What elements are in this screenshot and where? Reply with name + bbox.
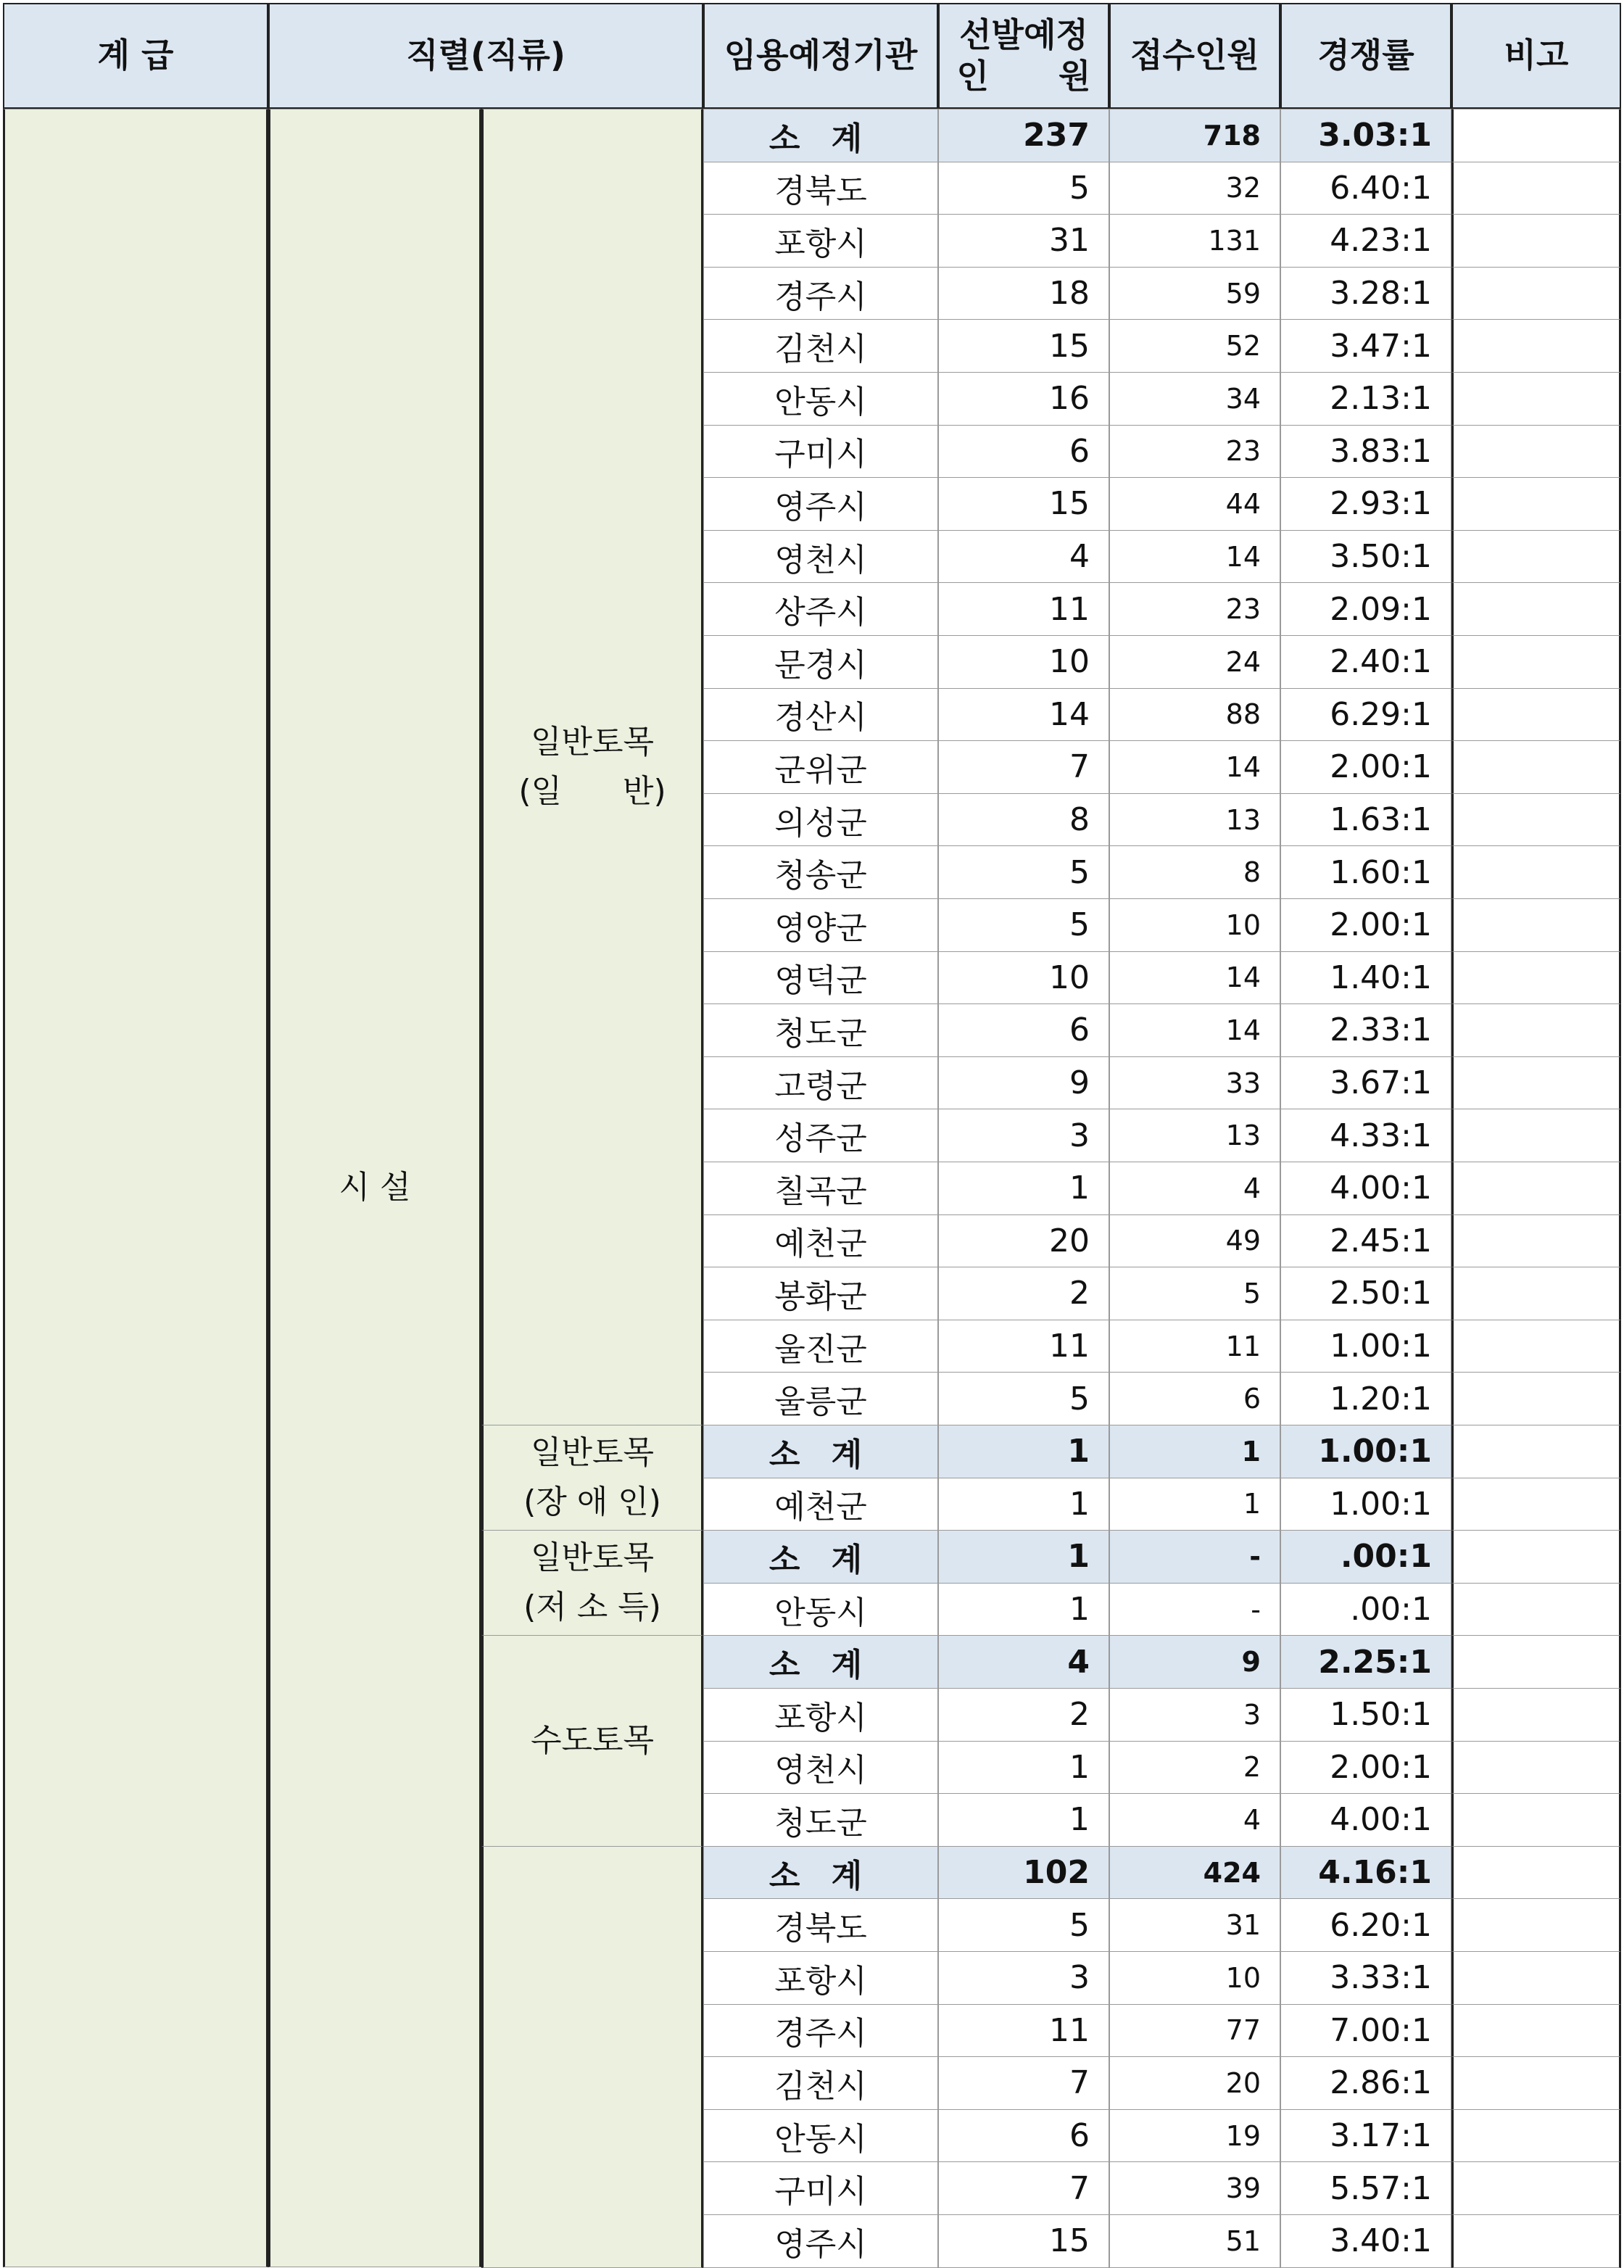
applicants-cell: 4: [1109, 1793, 1280, 1847]
header-note: 비고: [1451, 3, 1621, 109]
ratio-cell: 2.09:1: [1280, 582, 1451, 636]
ratio-cell: 2.33:1: [1280, 1003, 1451, 1057]
series-group-label: [481, 1846, 703, 2268]
planned-cell: 2: [938, 1267, 1109, 1320]
agency-cell: 경주시: [703, 267, 938, 320]
applicants-cell: 23: [1109, 582, 1280, 636]
agency-cell: 청도군: [703, 1003, 938, 1057]
note-cell: [1451, 425, 1621, 479]
applicants-cell: 51: [1109, 2214, 1280, 2268]
note-cell: [1451, 1898, 1621, 1952]
planned-cell: 15: [938, 319, 1109, 373]
note-cell: [1451, 1741, 1621, 1795]
planned-cell: 4: [938, 530, 1109, 584]
ratio-cell: 2.86:1: [1280, 2056, 1451, 2110]
series-group-label: 일반토목 (저 소 득): [481, 1530, 703, 1636]
note-cell: [1451, 1267, 1621, 1320]
ratio-cell: .00:1: [1280, 1583, 1451, 1636]
note-cell: [1451, 1109, 1621, 1162]
agency-cell: 김천시: [703, 2056, 938, 2110]
series-group-label: 일반토목 (일 반): [481, 109, 703, 1425]
planned-cell: 3: [938, 1109, 1109, 1162]
ratio-cell: 3.40:1: [1280, 2214, 1451, 2268]
subtotal-ratio-cell: .00:1: [1280, 1530, 1451, 1584]
agency-cell: 청도군: [703, 1793, 938, 1847]
planned-cell: 6: [938, 2109, 1109, 2163]
note-cell: [1451, 2056, 1621, 2110]
subtotal-ratio-cell: 4.16:1: [1280, 1846, 1451, 1900]
planned-cell: 15: [938, 2214, 1109, 2268]
note-cell: [1451, 214, 1621, 268]
planned-cell: 9: [938, 1056, 1109, 1110]
agency-cell: 문경시: [703, 635, 938, 689]
subtotal-applicants-cell: 424: [1109, 1846, 1280, 1900]
note-cell: [1451, 1214, 1621, 1268]
agency-cell: 영주시: [703, 477, 938, 531]
note-cell: [1451, 477, 1621, 531]
agency-cell: 영양군: [703, 898, 938, 952]
agency-cell: 봉화군: [703, 1267, 938, 1320]
note-cell: [1451, 688, 1621, 742]
planned-cell: 1: [938, 1741, 1109, 1795]
note-cell: [1451, 319, 1621, 373]
agency-cell: 안동시: [703, 1583, 938, 1636]
ratio-cell: 1.40:1: [1280, 951, 1451, 1005]
note-cell: [1451, 793, 1621, 847]
note-cell: [1451, 582, 1621, 636]
planned-cell: 8: [938, 793, 1109, 847]
ratio-cell: 5.57:1: [1280, 2161, 1451, 2215]
agency-cell: 영주시: [703, 2214, 938, 2268]
note-cell: [1451, 1793, 1621, 1847]
applicants-cell: 14: [1109, 1003, 1280, 1057]
header-planned-count: 선발예정 인 원: [938, 3, 1109, 109]
agency-cell: 구미시: [703, 2161, 938, 2215]
subtotal-agency-cell: 소 계: [703, 1425, 938, 1478]
planned-cell: 10: [938, 951, 1109, 1005]
note-cell: [1451, 1688, 1621, 1742]
subtotal-planned-cell: 237: [938, 109, 1109, 162]
applicants-cell: 24: [1109, 635, 1280, 689]
applicants-cell: 52: [1109, 319, 1280, 373]
note-cell: [1451, 109, 1621, 162]
applicants-cell: 2: [1109, 1741, 1280, 1795]
ratio-cell: 2.00:1: [1280, 740, 1451, 794]
applicants-cell: 44: [1109, 477, 1280, 531]
agency-cell: 칠곡군: [703, 1162, 938, 1215]
applicants-cell: 14: [1109, 530, 1280, 584]
note-cell: [1451, 1162, 1621, 1215]
planned-cell: 10: [938, 635, 1109, 689]
ratio-cell: 2.13:1: [1280, 372, 1451, 426]
applicants-cell: 31: [1109, 1898, 1280, 1952]
applicants-cell: 32: [1109, 162, 1280, 215]
ratio-cell: 6.20:1: [1280, 1898, 1451, 1952]
applicants-cell: 34: [1109, 372, 1280, 426]
ratio-cell: 4.23:1: [1280, 214, 1451, 268]
header-competition-ratio: 경쟁률: [1280, 3, 1451, 109]
ratio-cell: 6.40:1: [1280, 162, 1451, 215]
ratio-cell: 2.93:1: [1280, 477, 1451, 531]
applicants-cell: 13: [1109, 1109, 1280, 1162]
ratio-cell: 3.67:1: [1280, 1056, 1451, 1110]
planned-cell: 16: [938, 372, 1109, 426]
planned-cell: 5: [938, 162, 1109, 215]
applicants-cell: 14: [1109, 740, 1280, 794]
note-cell: [1451, 1425, 1621, 1478]
ratio-cell: 3.28:1: [1280, 267, 1451, 320]
planned-cell: 3: [938, 1951, 1109, 2005]
subtotal-ratio-cell: 1.00:1: [1280, 1425, 1451, 1478]
agency-cell: 고령군: [703, 1056, 938, 1110]
note-cell: [1451, 372, 1621, 426]
agency-cell: 울진군: [703, 1320, 938, 1373]
ratio-cell: 1.20:1: [1280, 1372, 1451, 1425]
note-cell: [1451, 162, 1621, 215]
agency-cell: 영천시: [703, 1741, 938, 1795]
header-series: 직렬(직류): [268, 3, 703, 109]
note-cell: [1451, 1320, 1621, 1373]
ratio-cell: 1.60:1: [1280, 845, 1451, 899]
applicants-cell: 14: [1109, 951, 1280, 1005]
note-cell: [1451, 1478, 1621, 1531]
note-cell: [1451, 2214, 1621, 2268]
ratio-cell: 7.00:1: [1280, 2004, 1451, 2058]
ratio-cell: 3.33:1: [1280, 1951, 1451, 2005]
ratio-cell: 4.00:1: [1280, 1162, 1451, 1215]
applicants-cell: 8: [1109, 845, 1280, 899]
planned-cell: 18: [938, 267, 1109, 320]
planned-cell: 1: [938, 1478, 1109, 1531]
ratio-cell: 2.00:1: [1280, 1741, 1451, 1795]
subtotal-applicants-cell: -: [1109, 1530, 1280, 1584]
planned-cell: 11: [938, 1320, 1109, 1373]
agency-cell: 포항시: [703, 1951, 938, 2005]
header-agency: 임용예정기관: [703, 3, 938, 109]
applicants-cell: 88: [1109, 688, 1280, 742]
note-cell: [1451, 1056, 1621, 1110]
subtotal-applicants-cell: 1: [1109, 1425, 1280, 1478]
ratio-cell: 1.50:1: [1280, 1688, 1451, 1742]
note-cell: [1451, 1583, 1621, 1636]
applicants-cell: 131: [1109, 214, 1280, 268]
agency-cell: 경산시: [703, 688, 938, 742]
note-cell: [1451, 1846, 1621, 1900]
ratio-cell: 2.50:1: [1280, 1267, 1451, 1320]
planned-cell: 1: [938, 1793, 1109, 1847]
ratio-cell: 3.83:1: [1280, 425, 1451, 479]
agency-cell: 울릉군: [703, 1372, 938, 1425]
header-applicants: 접수인원: [1109, 3, 1280, 109]
subtotal-agency-cell: 소 계: [703, 109, 938, 162]
ratio-cell: 6.29:1: [1280, 688, 1451, 742]
planned-cell: 5: [938, 898, 1109, 952]
planned-cell: 1: [938, 1162, 1109, 1215]
note-cell: [1451, 1003, 1621, 1057]
agency-cell: 경북도: [703, 1898, 938, 1952]
note-cell: [1451, 1951, 1621, 2005]
agency-cell: 구미시: [703, 425, 938, 479]
ratio-cell: 3.47:1: [1280, 319, 1451, 373]
agency-cell: 안동시: [703, 2109, 938, 2163]
ratio-cell: 1.00:1: [1280, 1478, 1451, 1531]
note-cell: [1451, 1372, 1621, 1425]
ratio-cell: 3.17:1: [1280, 2109, 1451, 2163]
applicants-cell: 19: [1109, 2109, 1280, 2163]
planned-cell: 1: [938, 1583, 1109, 1636]
ratio-cell: 2.40:1: [1280, 635, 1451, 689]
subtotal-planned-cell: 102: [938, 1846, 1109, 1900]
planned-cell: 5: [938, 845, 1109, 899]
grade-group-label: 시 설: [268, 109, 481, 2267]
agency-cell: 경북도: [703, 162, 938, 215]
planned-cell: 7: [938, 2161, 1109, 2215]
planned-cell: 2: [938, 1688, 1109, 1742]
agency-cell: 김천시: [703, 319, 938, 373]
subtotal-planned-cell: 1: [938, 1425, 1109, 1478]
applicants-cell: 10: [1109, 1951, 1280, 2005]
applicants-cell: 10: [1109, 898, 1280, 952]
agency-cell: 청송군: [703, 845, 938, 899]
agency-cell: 성주군: [703, 1109, 938, 1162]
applicants-cell: 59: [1109, 267, 1280, 320]
subtotal-applicants-cell: 9: [1109, 1635, 1280, 1689]
planned-cell: 20: [938, 1214, 1109, 1268]
subtotal-agency-cell: 소 계: [703, 1530, 938, 1584]
planned-cell: 5: [938, 1898, 1109, 1952]
applicants-cell: 6: [1109, 1372, 1280, 1425]
ratio-cell: 2.00:1: [1280, 898, 1451, 952]
applicants-cell: 5: [1109, 1267, 1280, 1320]
agency-cell: 예천군: [703, 1214, 938, 1268]
agency-cell: 영덕군: [703, 951, 938, 1005]
agency-cell: 포항시: [703, 214, 938, 268]
agency-cell: 의성군: [703, 793, 938, 847]
subtotal-planned-cell: 1: [938, 1530, 1109, 1584]
planned-cell: 31: [938, 214, 1109, 268]
ratio-cell: 4.33:1: [1280, 1109, 1451, 1162]
planned-cell: 7: [938, 740, 1109, 794]
applicants-cell: 49: [1109, 1214, 1280, 1268]
applicants-cell: 3: [1109, 1688, 1280, 1742]
note-cell: [1451, 2109, 1621, 2163]
ratio-cell: 3.50:1: [1280, 530, 1451, 584]
note-cell: [1451, 530, 1621, 584]
applicants-cell: 33: [1109, 1056, 1280, 1110]
note-cell: [1451, 740, 1621, 794]
subtotal-agency-cell: 소 계: [703, 1635, 938, 1689]
applicants-cell: 1: [1109, 1478, 1280, 1531]
note-cell: [1451, 898, 1621, 952]
subtotal-ratio-cell: 3.03:1: [1280, 109, 1451, 162]
note-cell: [1451, 635, 1621, 689]
ratio-cell: 1.63:1: [1280, 793, 1451, 847]
note-cell: [1451, 845, 1621, 899]
header-grade: 계 급: [3, 3, 268, 109]
ratio-cell: 1.00:1: [1280, 1320, 1451, 1373]
applicants-cell: 11: [1109, 1320, 1280, 1373]
agency-cell: 안동시: [703, 372, 938, 426]
applicants-cell: -: [1109, 1583, 1280, 1636]
note-cell: [1451, 1530, 1621, 1584]
planned-cell: 14: [938, 688, 1109, 742]
applicants-cell: 39: [1109, 2161, 1280, 2215]
agency-cell: 포항시: [703, 1688, 938, 1742]
applicants-cell: 77: [1109, 2004, 1280, 2058]
note-cell: [1451, 1635, 1621, 1689]
applicants-cell: 20: [1109, 2056, 1280, 2110]
ratio-cell: 4.00:1: [1280, 1793, 1451, 1847]
planned-cell: 11: [938, 582, 1109, 636]
ratio-cell: 2.45:1: [1280, 1214, 1451, 1268]
grade-column: [3, 109, 268, 2267]
note-cell: [1451, 951, 1621, 1005]
note-cell: [1451, 2004, 1621, 2058]
planned-cell: 15: [938, 477, 1109, 531]
agency-cell: 영천시: [703, 530, 938, 584]
planned-cell: 5: [938, 1372, 1109, 1425]
agency-cell: 경주시: [703, 2004, 938, 2058]
note-cell: [1451, 267, 1621, 320]
subtotal-ratio-cell: 2.25:1: [1280, 1635, 1451, 1689]
subtotal-applicants-cell: 718: [1109, 109, 1280, 162]
planned-cell: 6: [938, 1003, 1109, 1057]
planned-cell: 7: [938, 2056, 1109, 2110]
subtotal-agency-cell: 소 계: [703, 1846, 938, 1900]
series-group-label: 일반토목 (장 애 인): [481, 1425, 703, 1531]
agency-cell: 상주시: [703, 582, 938, 636]
planned-cell: 6: [938, 425, 1109, 479]
series-group-label: 수도토목: [481, 1635, 703, 1846]
applicants-cell: 13: [1109, 793, 1280, 847]
applicants-cell: 23: [1109, 425, 1280, 479]
subtotal-planned-cell: 4: [938, 1635, 1109, 1689]
agency-cell: 예천군: [703, 1478, 938, 1531]
applicants-cell: 4: [1109, 1162, 1280, 1215]
agency-cell: 군위군: [703, 740, 938, 794]
note-cell: [1451, 2161, 1621, 2215]
planned-cell: 11: [938, 2004, 1109, 2058]
